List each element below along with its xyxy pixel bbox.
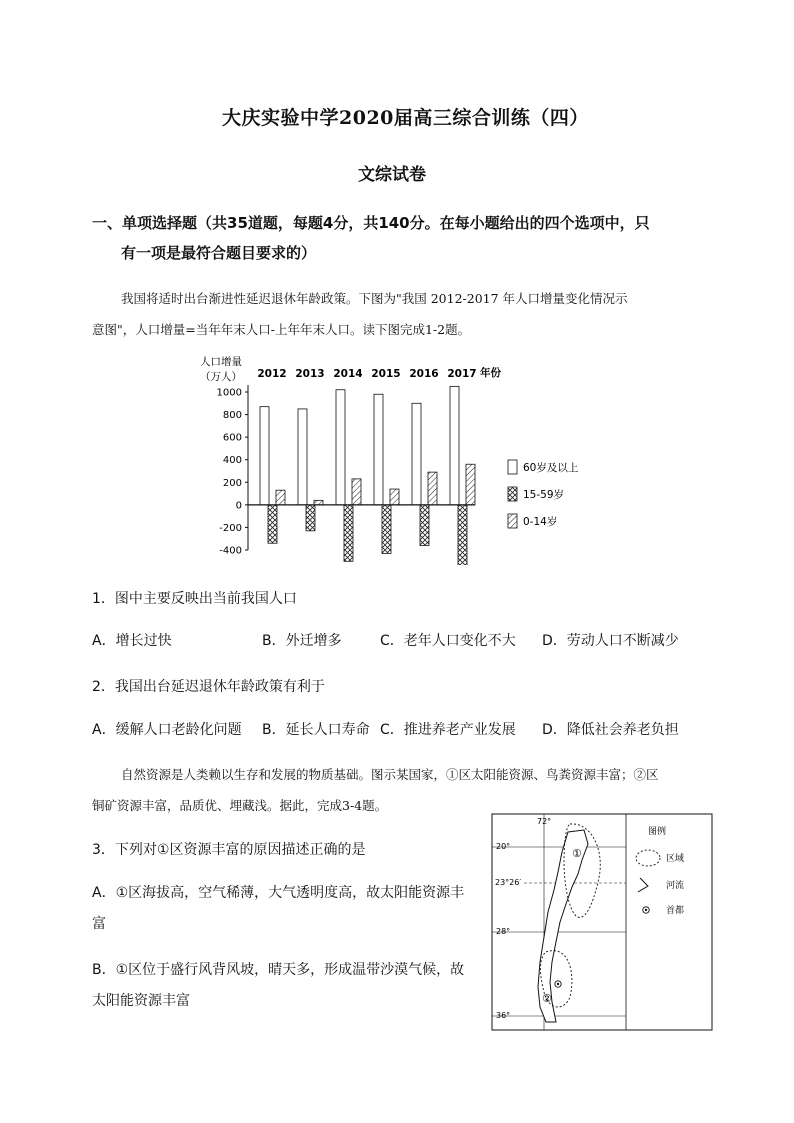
- bar-0-14-2015: [390, 489, 399, 505]
- map-legend-region-label: 区域: [666, 854, 685, 864]
- region-2-label: ②: [542, 992, 552, 1005]
- y-tick-label: 0: [235, 500, 242, 512]
- x-category-label: 2016: [409, 368, 439, 380]
- parallel-28-label: 28°: [496, 927, 511, 936]
- legend-swatch-15-59: [508, 487, 517, 501]
- legend-label-0-14: 0-14岁: [523, 516, 558, 528]
- question-1-option-b[interactable]: B．外迁增多: [262, 633, 342, 649]
- question-2-option-b[interactable]: B．延长人口寿命: [262, 722, 370, 738]
- bar-60plus-2017: [450, 386, 459, 505]
- bar-0-14-2013: [314, 500, 323, 505]
- bar-0-14-2012: [276, 490, 285, 505]
- bar-0-14-2017: [466, 464, 475, 505]
- intro2-text-line2: 铜矿资源丰富，品质优、埋藏浅。据此，完成3-4题。: [92, 798, 388, 813]
- meridian-72-label: 72°: [537, 817, 552, 826]
- bar-15-59-2014: [344, 505, 353, 561]
- legend-label-60plus: 60岁及以上: [523, 462, 579, 474]
- legend-swatch-0-14: [508, 514, 517, 528]
- map-legend-capital-label: 首都: [666, 906, 685, 916]
- question-1-stem: 1．图中主要反映出当前我国人口: [92, 591, 297, 607]
- intro-text-line1: 我国将适时出台渐进性延迟退休年龄政策。下图为"我国 2012-2017 年人口增量变化情况示: [121, 291, 628, 306]
- question-3-stem: 3．下列对①区资源丰富的原因描述正确的是: [92, 842, 366, 858]
- x-category-label: 2012: [257, 368, 287, 380]
- intro2-text-line1: 自然资源是人类赖以生存和发展的物质基础。图示某国家，①区太阳能资源、鸟粪资源丰富；②区: [121, 767, 659, 782]
- y-tick-label: 400: [222, 455, 242, 467]
- map-legend-capital-dot: [645, 909, 647, 911]
- bar-60plus-2013: [298, 409, 307, 505]
- question-1-option-c[interactable]: C．老年人口变化不大: [380, 633, 516, 649]
- bar-15-59-2012: [268, 505, 277, 543]
- question-2-option-a[interactable]: A．缓解人口老龄化问题: [92, 722, 242, 738]
- legend-swatch-60plus: [508, 460, 517, 474]
- parallel-36-label: 36°: [496, 1011, 511, 1020]
- bar-15-59-2015: [382, 505, 391, 554]
- question-1-option-a[interactable]: A．增长过快: [92, 633, 172, 649]
- y-tick-label: 600: [222, 432, 242, 444]
- x-category-label: 2014: [333, 368, 363, 380]
- page-title: 大庆实验中学2020届高三综合训练（四）: [222, 107, 589, 129]
- y-tick-label: 200: [222, 477, 242, 489]
- x-axis-label: 年份: [480, 367, 501, 379]
- legend-label-15-59: 15-59岁: [523, 489, 565, 501]
- y-tick-label: 800: [222, 410, 242, 422]
- bar-15-59-2017: [458, 505, 467, 565]
- bar-0-14-2014: [352, 479, 361, 505]
- question-3-option-b-line2[interactable]: 太阳能资源丰富: [92, 993, 190, 1009]
- bar-15-59-2013: [306, 505, 315, 531]
- country-map: [488, 812, 718, 1032]
- capital-marker-dot: [557, 983, 559, 985]
- bar-0-14-2016: [428, 472, 437, 505]
- question-3-option-a-line1[interactable]: A．①区海拔高，空气稀薄，大气透明度高，故太阳能资源丰: [92, 885, 465, 901]
- question-2-stem: 2．我国出台延迟退休年龄政策有利于: [92, 679, 325, 695]
- population-increase-chart: [190, 350, 610, 565]
- bar-60plus-2014: [336, 390, 345, 505]
- y-axis-label-line2: （万人）: [200, 371, 242, 383]
- bar-60plus-2015: [374, 394, 383, 505]
- question-3-option-b-line1[interactable]: B．①区位于盛行风背风坡，晴天多，形成温带沙漠气候，故: [92, 962, 465, 978]
- parallel-20-label: 20°: [496, 842, 511, 851]
- question-1-option-d[interactable]: D．劳动人口不断减少: [542, 633, 679, 649]
- question-2-option-c[interactable]: C．推进养老产业发展: [380, 722, 516, 738]
- x-category-label: 2017: [447, 368, 477, 380]
- x-category-label: 2013: [295, 368, 325, 380]
- y-tick-label: -200: [219, 522, 242, 534]
- bar-15-59-2016: [420, 505, 429, 546]
- question-3-option-a-line2[interactable]: 富: [92, 916, 106, 932]
- intro-text-line2: 意图"，人口增量=当年年末人口-上年年末人口。读下图完成1-2题。: [92, 322, 471, 337]
- section-heading-line1: 一、单项选择题（共35道题，每题4分，共140分。在每小题给出的四个选项中，只: [92, 214, 650, 232]
- y-axis-label-line1: 人口增量: [200, 356, 242, 368]
- x-category-label: 2015: [371, 368, 401, 380]
- map-legend-title: 图例: [648, 827, 667, 837]
- parallel-23-label: 23°26′: [495, 878, 522, 887]
- question-2-option-d[interactable]: D．降低社会养老负担: [542, 722, 679, 738]
- bar-60plus-2012: [260, 407, 269, 505]
- region-1-label: ①: [572, 847, 582, 860]
- y-tick-label: 1000: [216, 387, 242, 399]
- map-legend-river-label: 河流: [666, 881, 685, 891]
- bar-60plus-2016: [412, 403, 421, 505]
- y-tick-label: -400: [219, 545, 242, 557]
- page-subtitle: 文综试卷: [358, 165, 426, 185]
- section-heading-line2: 有一项是最符合题目要求的）: [121, 244, 317, 262]
- map-frame: [492, 814, 712, 1030]
